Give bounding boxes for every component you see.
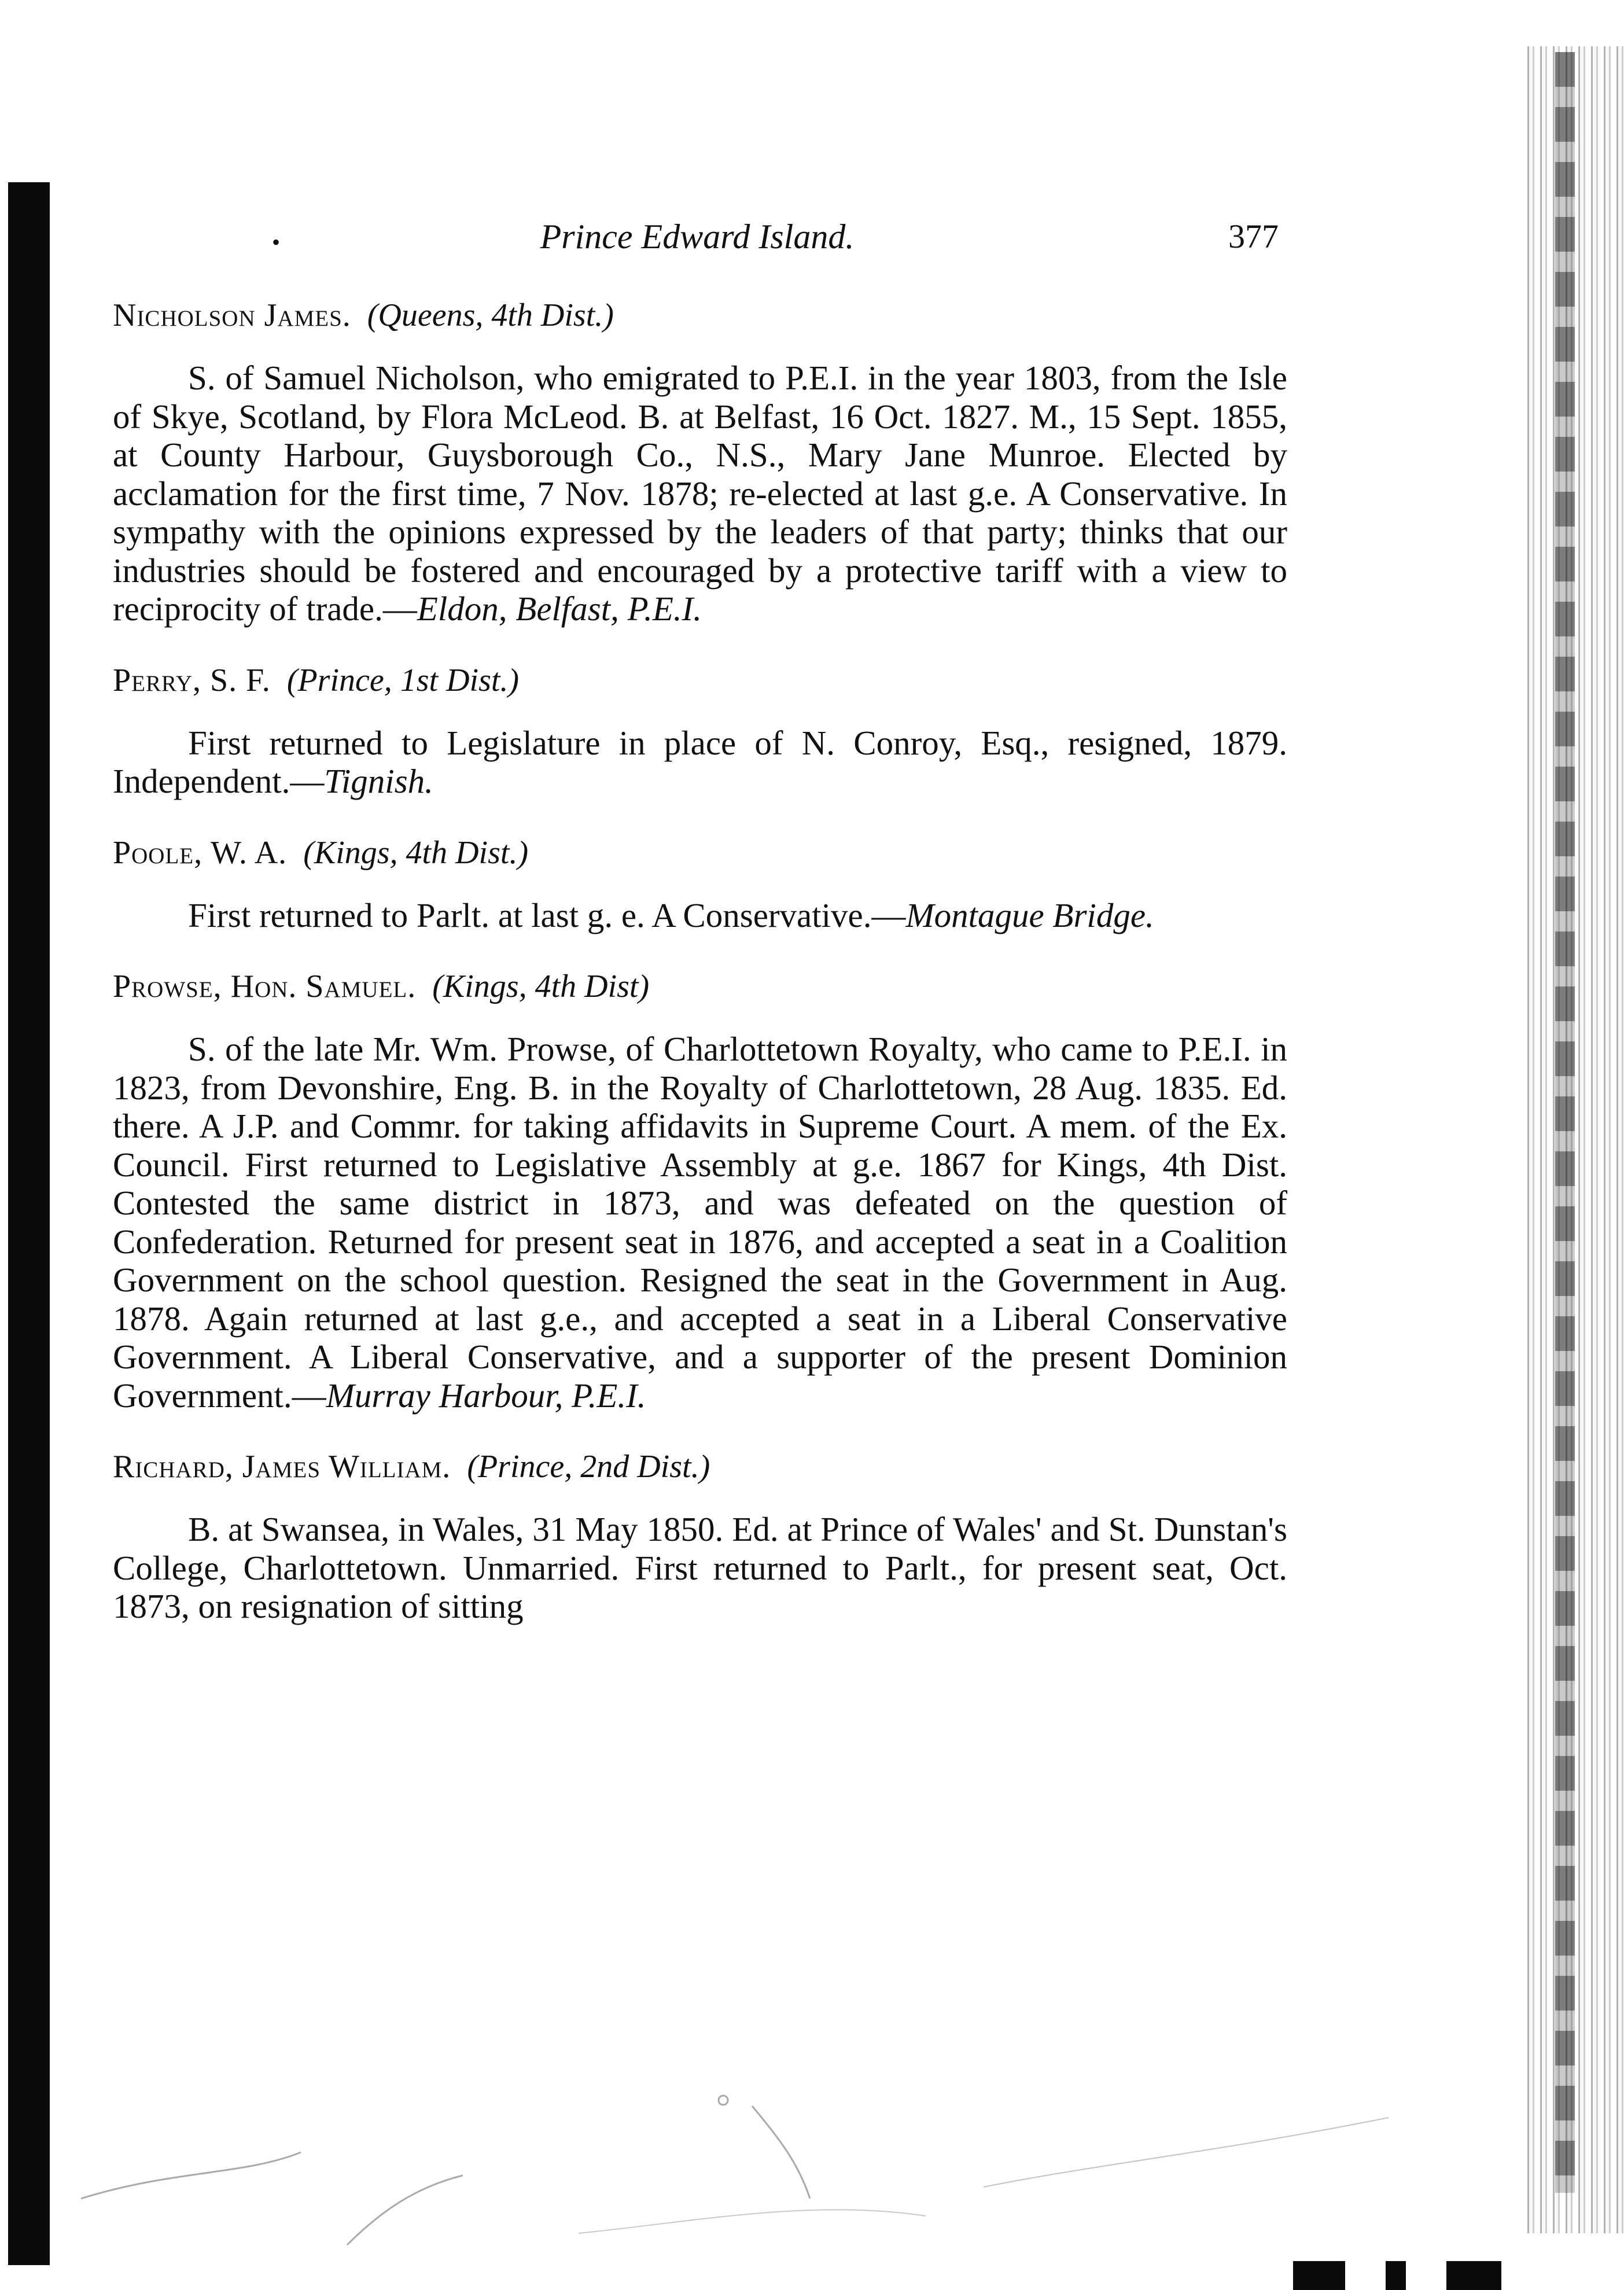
entry-body: [113, 896, 1287, 935]
entry-residence: Montague Bridge.: [905, 896, 1154, 934]
entry-prowse: [113, 966, 1287, 1415]
entry-name: Poole, W. A.: [113, 834, 288, 871]
entry-name: Nicholson James.: [113, 297, 351, 333]
entry-body: [113, 1510, 1287, 1626]
entry-residence: Murray Harbour, P.E.I.: [326, 1376, 646, 1415]
entry-body: [113, 359, 1287, 628]
entry-text: S. of the late Mr. Wm. Prowse, of Charlottetown Royalty, who came to P.E.I. in 1823, from Devonshire, Eng. B. in the Royalty of Charlottetown, 28 Aug. 1835. Ed. there. A J.P. and Commr. for taking affidavits in Supreme Court. A mem. of the Ex. Council. First returned to Legislative Assembly at g.e. 1867 for Kings, 4th Dist. Contested the same district in 1873, and was defeated on the question of Confederation. Returned for present seat in 1876, and accepted a seat in a Coalition Government on the school question. Resigned the seat in the Government in Aug. 1878. Again returned at last g.e., and accepted a seat in a Liberal Conservative Government. A Liberal Conservative, and a supporter of the present Dominion Government.—: [113, 1030, 1287, 1415]
entry-district: (Kings, 4th Dist): [432, 969, 650, 1004]
entry-body: [113, 724, 1287, 801]
entry-body: [113, 1030, 1287, 1415]
entry-heading: [113, 295, 1287, 336]
entry-district: (Queens, 4th Dist.): [367, 297, 614, 333]
page-number: 377: [1228, 218, 1279, 255]
running-header: [116, 217, 1279, 263]
entry-district: (Prince, 1st Dist.): [286, 662, 520, 698]
scan-edge-noise: [1527, 46, 1624, 2233]
scan-bottom-mark: [1293, 2261, 1345, 2290]
scan-bottom-mark: [1386, 2261, 1406, 2290]
entry-heading: [113, 833, 1287, 873]
entry-nicholson: [113, 295, 1287, 628]
entry-heading: [113, 966, 1287, 1007]
entry-residence: Tignish.: [324, 762, 433, 800]
entry-richard: [113, 1446, 1287, 1626]
entry-text: First returned to Parlt. at last g. e. A Conservative.—: [188, 896, 906, 934]
entry-district: (Prince, 2nd Dist.): [467, 1449, 710, 1485]
entry-text: B. at Swansea, in Wales, 31 May 1850. Ed. at Prince of Wales' and St. Dunstan's College, Charlottetown. Unmarried. First returned to Parlt., for present seat, Oct. 1873, on resignation of sitting: [113, 1510, 1287, 1625]
entry-name: Prowse, Hon. Samuel.: [113, 969, 417, 1004]
entry-heading: [113, 660, 1287, 701]
entry-name: Richard, James William.: [113, 1449, 451, 1485]
running-title: Prince Edward Island.: [540, 218, 855, 256]
scan-edge-shadow: [1555, 52, 1575, 2193]
entry-name: Perry, S. F.: [113, 662, 271, 698]
entry-poole: [113, 833, 1287, 935]
entry-district: (Kings, 4th Dist.): [303, 834, 529, 871]
entry-text: First returned to Legislature in place of N. Conroy, Esq., resigned, 1879. Independent.—: [113, 723, 1287, 800]
entry-heading: [113, 1446, 1287, 1487]
page-body: [113, 295, 1287, 1626]
header-bullet: •: [272, 229, 281, 255]
scan-smudge-marks: [58, 2083, 1504, 2256]
scan-margin-bar: [8, 182, 50, 2265]
entry-text: S. of Samuel Nicholson, who emigrated to P.E.I. in the year 1803, from the Isle of Skye, Scotland, by Flora McLeod. B. at Belfast, 16 Oct. 1827. M., 15 Sept. 1855, at County Harbour, Guysborough Co., N.S., Mary Jane Munroe. Elected by acclamation for the first time, 7 Nov. 1878; re-elected at last g.e. A Conservative. In sympathy with the opinions expressed by the leaders of that party; thinks that our industries should be fostered and encouraged by a protective tariff with a view to reciprocity of trade.—: [113, 359, 1287, 628]
scan-bottom-mark: [1446, 2261, 1501, 2290]
entry-residence: Eldon, Belfast, P.E.I.: [417, 590, 702, 628]
entry-perry: [113, 660, 1287, 801]
